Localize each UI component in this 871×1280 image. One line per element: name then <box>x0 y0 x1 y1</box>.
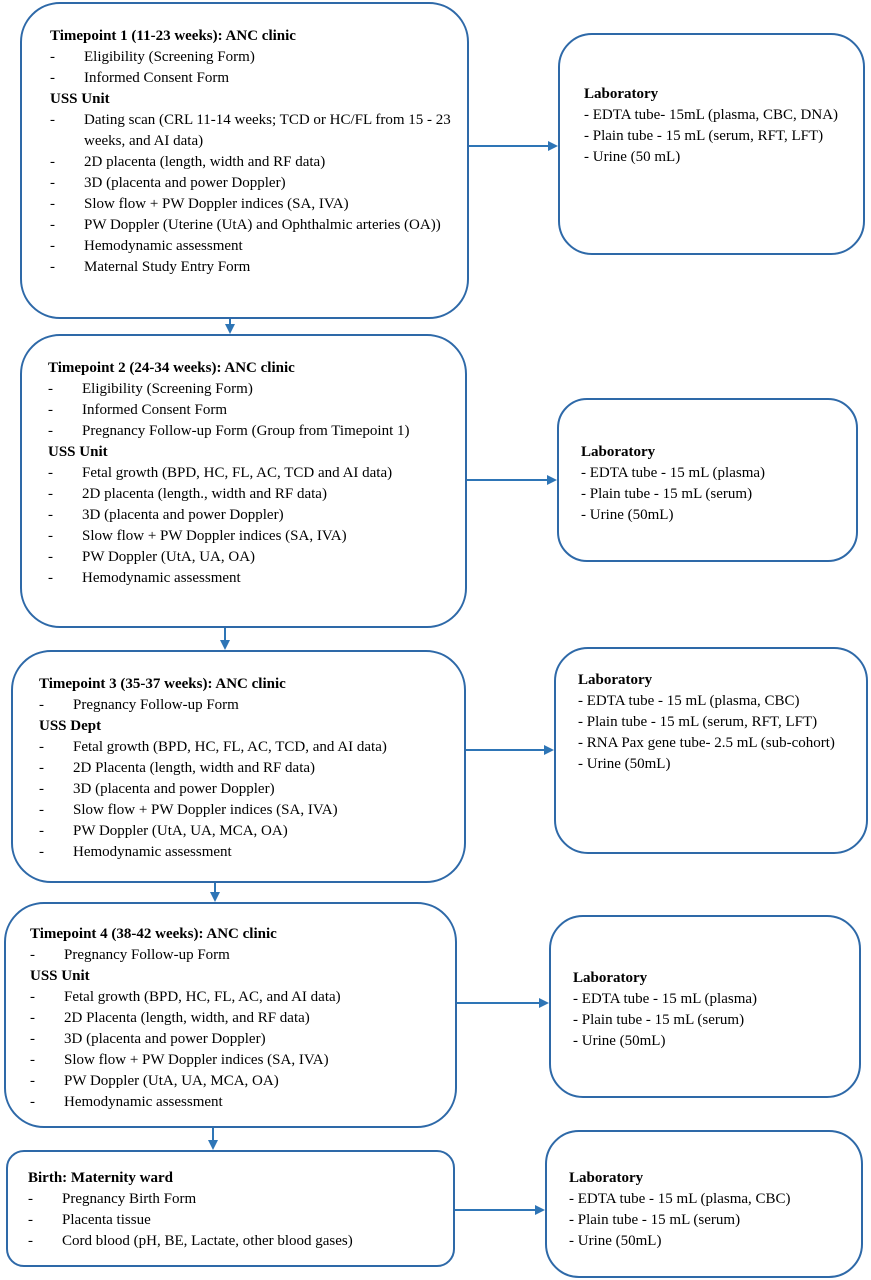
list-item: - Cord blood (pH, BE, Lactate, other blood gases) <box>28 1231 439 1252</box>
timepoint-3-title: Timepoint 3 (35-37 weeks): ANC clinic <box>39 676 286 692</box>
list-item: - 2D Placenta (length, width, and RF data) <box>30 1008 441 1029</box>
list-item: - Hemodynamic assessment <box>50 236 453 257</box>
laboratory-title: Laboratory <box>578 672 653 688</box>
list-item: - Slow flow + PW Doppler indices (SA, IVA) <box>30 1050 441 1071</box>
list-item: - Placenta tissue <box>28 1210 439 1231</box>
list-item: - Dating scan (CRL 11-14 weeks; TCD or HC/FL from 15 - 23 weeks, and AI data) <box>50 110 453 152</box>
lab-item: - RNA Pax gene tube- 2.5 mL (sub-cohort) <box>578 735 835 751</box>
list-item: - Fetal growth (BPD, HC, FL, AC, TCD, and AI data) <box>39 737 450 758</box>
list-item: - Eligibility (Screening Form) <box>48 379 451 400</box>
list-item: - 3D (placenta and power Doppler) <box>50 173 453 194</box>
list-item: - 2D placenta (length., width and RF data) <box>48 484 451 505</box>
list-item: - 2D Placenta (length, width and RF data) <box>39 758 450 779</box>
list-item: - 3D (placenta and power Doppler) <box>30 1029 441 1050</box>
lab-item: - EDTA tube- 15mL (plasma, CBC, DNA) <box>584 107 839 123</box>
unit-heading: USS Unit <box>30 968 90 984</box>
list-item: - PW Doppler (Uterine (UtA) and Ophthalmic arteries (OA)) <box>50 215 453 236</box>
lab-item: - Urine (50mL) <box>569 1233 662 1249</box>
list-item: - Hemodynamic assessment <box>30 1092 441 1113</box>
list-item: - PW Doppler (UtA, UA, MCA, OA) <box>30 1071 441 1092</box>
list-item: - Eligibility (Screening Form) <box>50 47 453 68</box>
list-item: - 2D placenta (length, width and RF data) <box>50 152 453 173</box>
list-item: - PW Doppler (UtA, UA, MCA, OA) <box>39 821 450 842</box>
list-item: - Maternal Study Entry Form <box>50 257 453 278</box>
timepoint-2-title: Timepoint 2 (24-34 weeks): ANC clinic <box>48 360 295 376</box>
unit-heading: USS Dept <box>39 718 102 734</box>
list-item: - Slow flow + PW Doppler indices (SA, IVA) <box>39 800 450 821</box>
lab-item: - Plain tube - 15 mL (serum) <box>569 1212 741 1228</box>
list-item: - Informed Consent Form <box>48 400 451 421</box>
timepoint-1-title: Timepoint 1 (11-23 weeks): ANC clinic <box>50 28 296 44</box>
list-item: - Pregnancy Follow-up Form <box>39 695 450 716</box>
lab-item: - Urine (50mL) <box>581 507 674 523</box>
list-item: - Pregnancy Follow-up Form <box>30 945 441 966</box>
lab-item: - EDTA tube - 15 mL (plasma, CBC) <box>569 1191 791 1207</box>
lab-item: - Urine (50mL) <box>573 1033 666 1049</box>
timepoint-4-title: Timepoint 4 (38-42 weeks): ANC clinic <box>30 926 277 942</box>
lab-item: - Plain tube - 15 mL (serum, RFT, LFT) <box>578 714 818 730</box>
list-item: - 3D (placenta and power Doppler) <box>39 779 450 800</box>
list-item: - Informed Consent Form <box>50 68 453 89</box>
list-item: - Hemodynamic assessment <box>39 842 450 863</box>
laboratory-title: Laboratory <box>581 444 656 460</box>
list-item: - 3D (placenta and power Doppler) <box>48 505 451 526</box>
lab-item: - Urine (50 mL) <box>584 149 681 165</box>
lab-item: - Plain tube - 15 mL (serum) <box>573 1012 745 1028</box>
laboratory-title: Laboratory <box>569 1170 644 1186</box>
birth-title: Birth: Maternity ward <box>28 1170 173 1186</box>
lab-item: - EDTA tube - 15 mL (plasma) <box>581 465 766 481</box>
list-item: - Slow flow + PW Doppler indices (SA, IVA) <box>50 194 453 215</box>
list-item: - PW Doppler (UtA, UA, OA) <box>48 547 451 568</box>
laboratory-title: Laboratory <box>584 86 659 102</box>
list-item: - Fetal growth (BPD, HC, FL, AC, and AI data) <box>30 987 441 1008</box>
laboratory-title: Laboratory <box>573 970 648 986</box>
lab-item: - Plain tube - 15 mL (serum) <box>581 486 753 502</box>
unit-heading: USS Unit <box>50 91 110 107</box>
lab-item: - EDTA tube - 15 mL (plasma, CBC) <box>578 693 800 709</box>
lab-item: - Urine (50mL) <box>578 756 671 772</box>
list-item: - Pregnancy Birth Form <box>28 1189 439 1210</box>
list-item: - Fetal growth (BPD, HC, FL, AC, TCD and AI data) <box>48 463 451 484</box>
list-item: - Slow flow + PW Doppler indices (SA, IVA) <box>48 526 451 547</box>
list-item: - Pregnancy Follow-up Form (Group from Timepoint 1) <box>48 421 451 442</box>
unit-heading: USS Unit <box>48 444 108 460</box>
lab-item: - EDTA tube - 15 mL (plasma) <box>573 991 758 1007</box>
lab-item: - Plain tube - 15 mL (serum, RFT, LFT) <box>584 128 824 144</box>
list-item: - Hemodynamic assessment <box>48 568 451 589</box>
